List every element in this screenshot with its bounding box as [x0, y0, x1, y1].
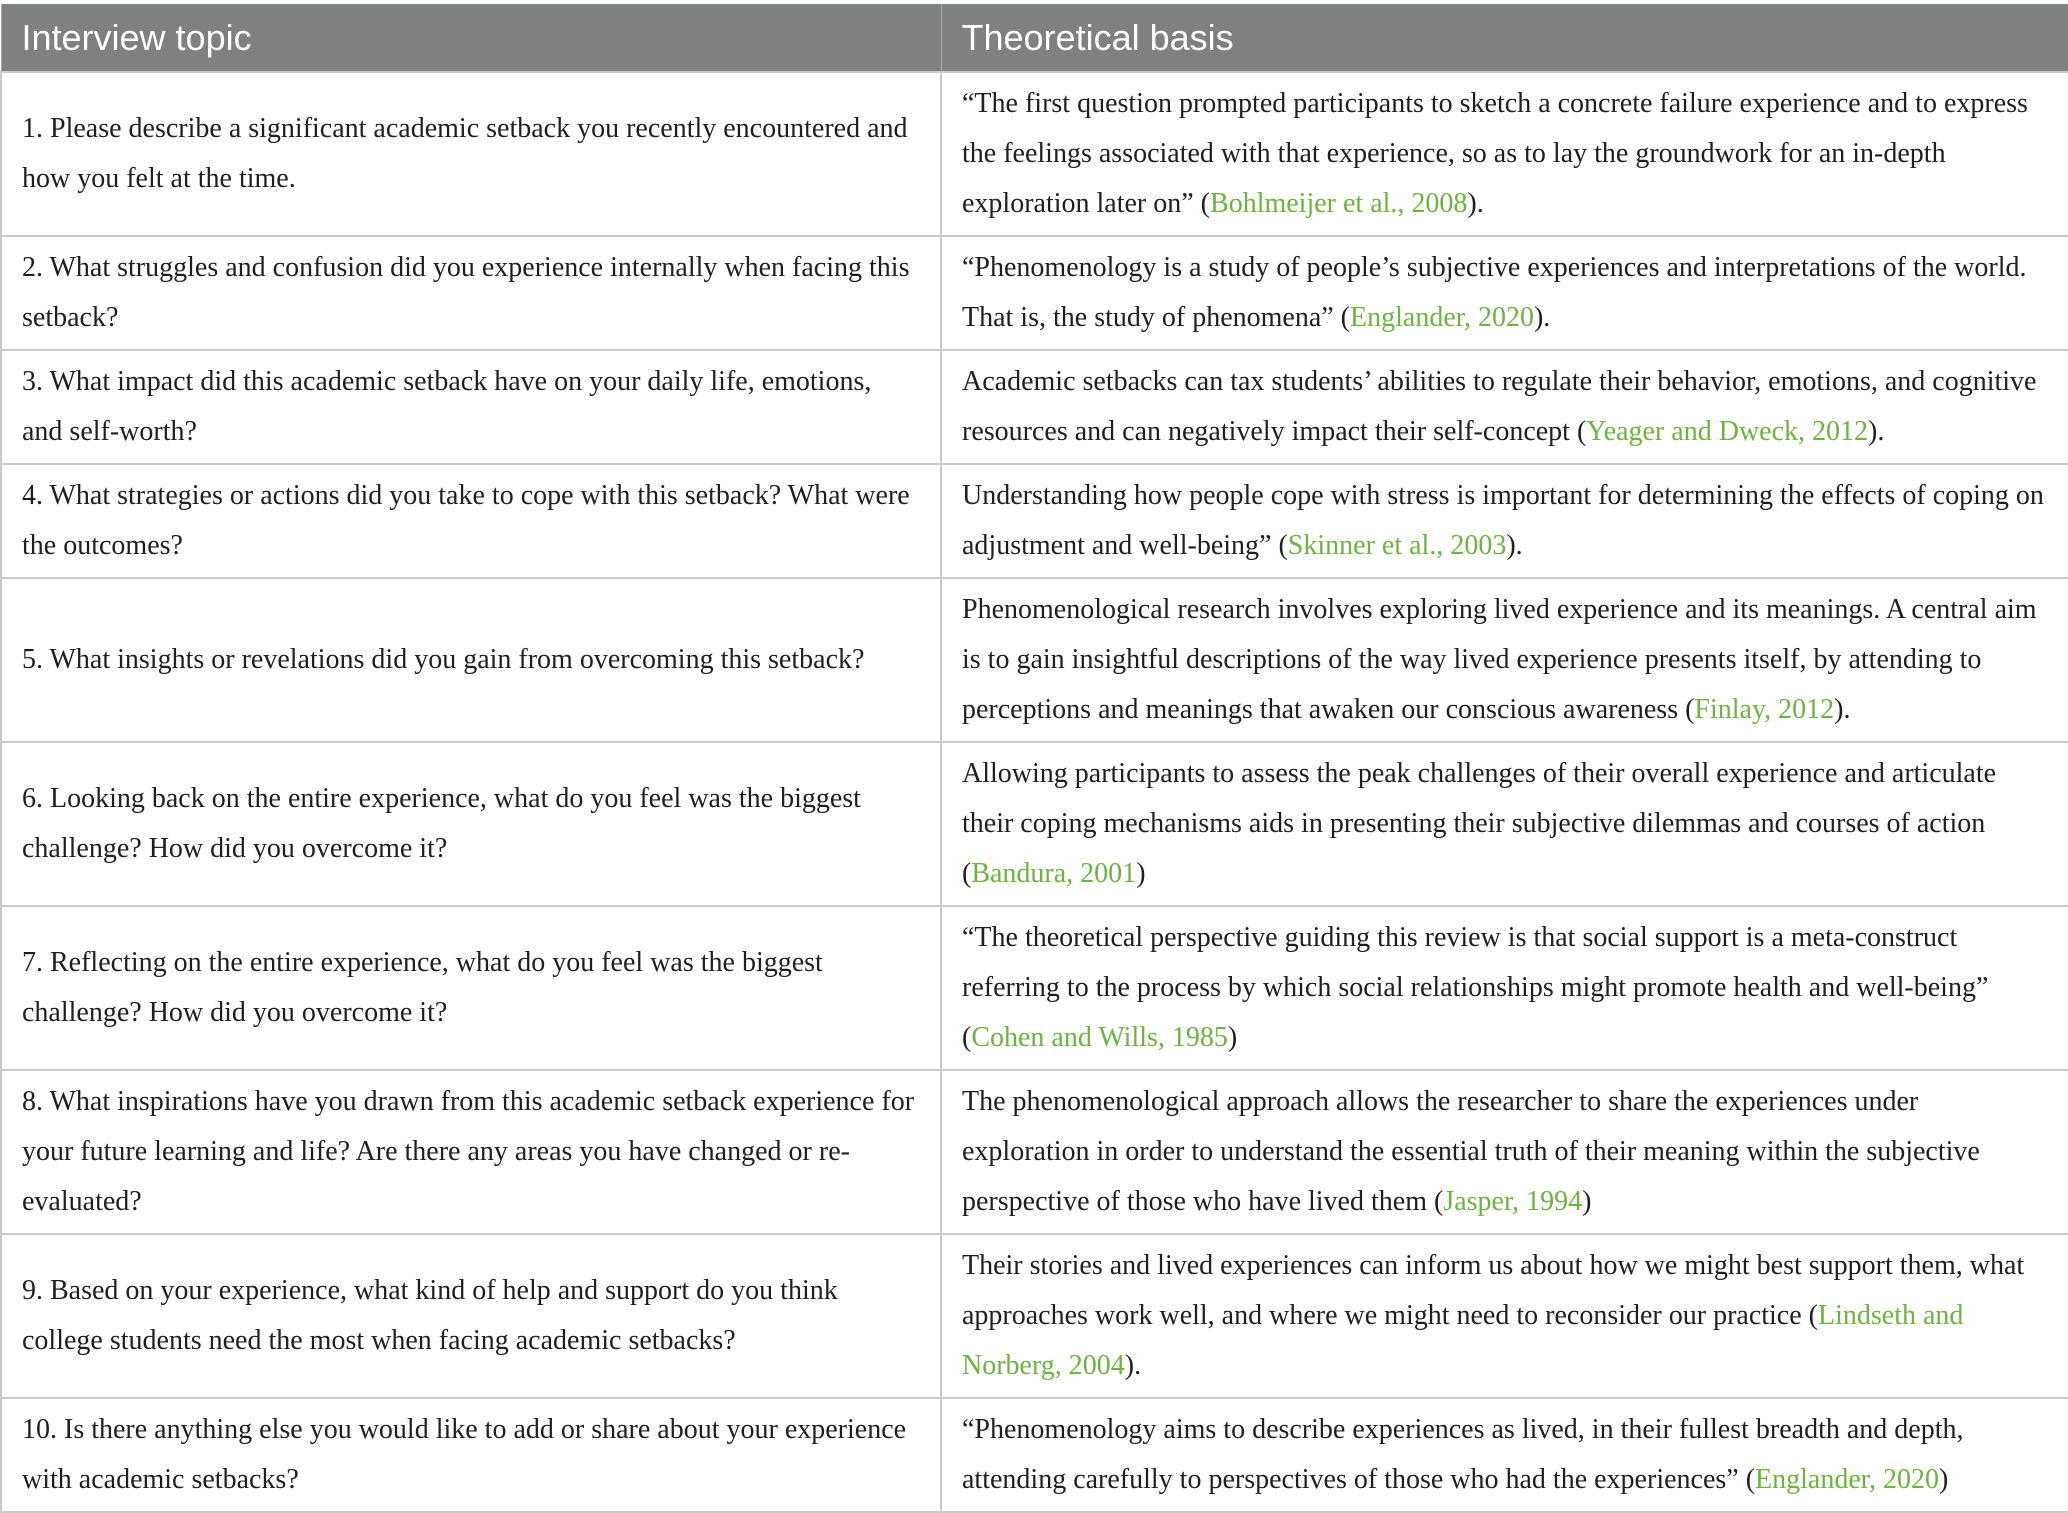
- citation-link[interactable]: Cohen and Wills, 1985: [971, 1022, 1228, 1053]
- basis-cell: [941, 1070, 2068, 1234]
- basis-text-end: ): [1136, 858, 1146, 889]
- table-header: [1, 4, 2068, 72]
- basis-cell: [941, 72, 2068, 236]
- basis-text: Phenomenological research involves exploring lived experience and its meanings. A central aim is to gain insightful descriptions of the way lived experience presents itself, by attending to perceptions and meanings that awaken our conscious awareness (: [962, 594, 2037, 725]
- citation-link[interactable]: Lindseth and Norberg, 2004: [962, 1300, 1964, 1381]
- interview-table-container: [0, 4, 2068, 1513]
- topic-cell: 2. What struggles and confusion did you experience internally when facing this setback?: [1, 236, 941, 350]
- table-body: [1, 72, 2068, 1512]
- topic-cell: 1. Please describe a significant academic setback you recently encountered and how you felt at the time.: [1, 72, 941, 236]
- table-row: [1, 906, 2068, 1070]
- basis-cell: [941, 1234, 2068, 1398]
- basis-cell: [941, 236, 2068, 350]
- basis-text: “Phenomenology is a study of people’s subjective experiences and interpretations of the world. That is, the study of phenomena” (: [962, 252, 2027, 333]
- citation-link[interactable]: Finlay, 2012: [1694, 694, 1835, 725]
- topic-cell: 4. What strategies or actions did you take to cope with this setback? What were the outcomes?: [1, 464, 941, 578]
- topic-cell: 8. What inspirations have you drawn from this academic setback experience for your future learning and life? Are there any areas you have changed or re-evaluated?: [1, 1070, 941, 1234]
- citation-link[interactable]: Yeager and Dweck, 2012: [1586, 416, 1869, 447]
- basis-text: Their stories and lived experiences can inform us about how we might best support them, what approaches work well, and where we might need to reconsider our practice (: [962, 1250, 2025, 1331]
- basis-text: “The theoretical perspective guiding this review is that social support is a meta-construct referring to the process by which social relationships might promote health and well-being” (: [962, 922, 1989, 1053]
- citation-link[interactable]: Englander, 2020: [1350, 302, 1534, 333]
- basis-cell: [941, 350, 2068, 464]
- basis-text-end: ).: [1467, 188, 1484, 219]
- header-interview-topic: Interview topic: [1, 4, 941, 72]
- interview-table: [0, 4, 2068, 1513]
- basis-cell: [941, 464, 2068, 578]
- basis-text-end: ): [1582, 1186, 1592, 1217]
- topic-cell: 7. Reflecting on the entire experience, what do you feel was the biggest challenge? How did you overcome it?: [1, 906, 941, 1070]
- table-row: [1, 1398, 2068, 1512]
- basis-text: “Phenomenology aims to describe experiences as lived, in their fullest breadth and depth, attending carefully to perspectives of those who had the experiences” (: [962, 1414, 1964, 1495]
- basis-text: “The first question prompted participants to sketch a concrete failure experience and to express the feelings associated with that experience, so as to lay the groundwork for an in-depth exploration later on” (: [962, 88, 2028, 219]
- table-row: [1, 742, 2068, 906]
- basis-text-end: ).: [1834, 694, 1851, 725]
- citation-link[interactable]: Skinner et al., 2003: [1287, 530, 1507, 561]
- basis-text: The phenomenological approach allows the researcher to share the experiences under exploration in order to understand the essential truth of their meaning within the subjective perspective of those who have lived them (: [962, 1086, 1980, 1217]
- basis-text-end: ): [1938, 1464, 1949, 1495]
- basis-text-end: ): [1227, 1022, 1238, 1053]
- table-row: [1, 350, 2068, 464]
- topic-cell: 6. Looking back on the entire experience, what do you feel was the biggest challenge? How did you overcome it?: [1, 742, 941, 906]
- basis-text: Allowing participants to assess the peak challenges of their overall experience and articulate their coping mechanisms aids in presenting their subjective dilemmas and courses of action (: [962, 758, 1997, 889]
- table-row: [1, 578, 2068, 742]
- header-theoretical-basis: Theoretical basis: [941, 4, 2068, 72]
- table-row: [1, 72, 2068, 236]
- table-row: [1, 464, 2068, 578]
- table-row: [1, 1070, 2068, 1234]
- topic-cell: 10. Is there anything else you would like to add or share about your experience with academic setbacks?: [1, 1398, 941, 1512]
- table-row: [1, 1234, 2068, 1398]
- basis-text: Understanding how people cope with stress is important for determining the effects of coping on adjustment and well-being” (: [962, 480, 2044, 561]
- citation-link[interactable]: Jasper, 1994: [1443, 1186, 1583, 1217]
- basis-cell: [941, 1398, 2068, 1512]
- basis-cell: [941, 742, 2068, 906]
- basis-text-end: ).: [1533, 302, 1551, 333]
- basis-text-end: ).: [1868, 416, 1885, 447]
- citation-link[interactable]: Bohlmeijer et al., 2008: [1210, 188, 1468, 219]
- citation-link[interactable]: Bandura, 2001: [971, 858, 1137, 889]
- basis-text-end: ).: [1124, 1350, 1142, 1381]
- topic-cell: 9. Based on your experience, what kind of help and support do you think college students need the most when facing academic setbacks?: [1, 1234, 941, 1398]
- basis-text-end: ).: [1506, 530, 1523, 561]
- basis-cell: [941, 906, 2068, 1070]
- citation-link[interactable]: Englander, 2020: [1755, 1464, 1939, 1495]
- basis-cell: [941, 578, 2068, 742]
- topic-cell: 5. What insights or revelations did you gain from overcoming this setback?: [1, 578, 941, 742]
- header-row: [1, 4, 2068, 72]
- topic-cell: 3. What impact did this academic setback have on your daily life, emotions, and self-worth?: [1, 350, 941, 464]
- table-row: [1, 236, 2068, 350]
- basis-text: Academic setbacks can tax students’ abilities to regulate their behavior, emotions, and cognitive resources and can negatively impact their self-concept (: [962, 366, 2037, 447]
